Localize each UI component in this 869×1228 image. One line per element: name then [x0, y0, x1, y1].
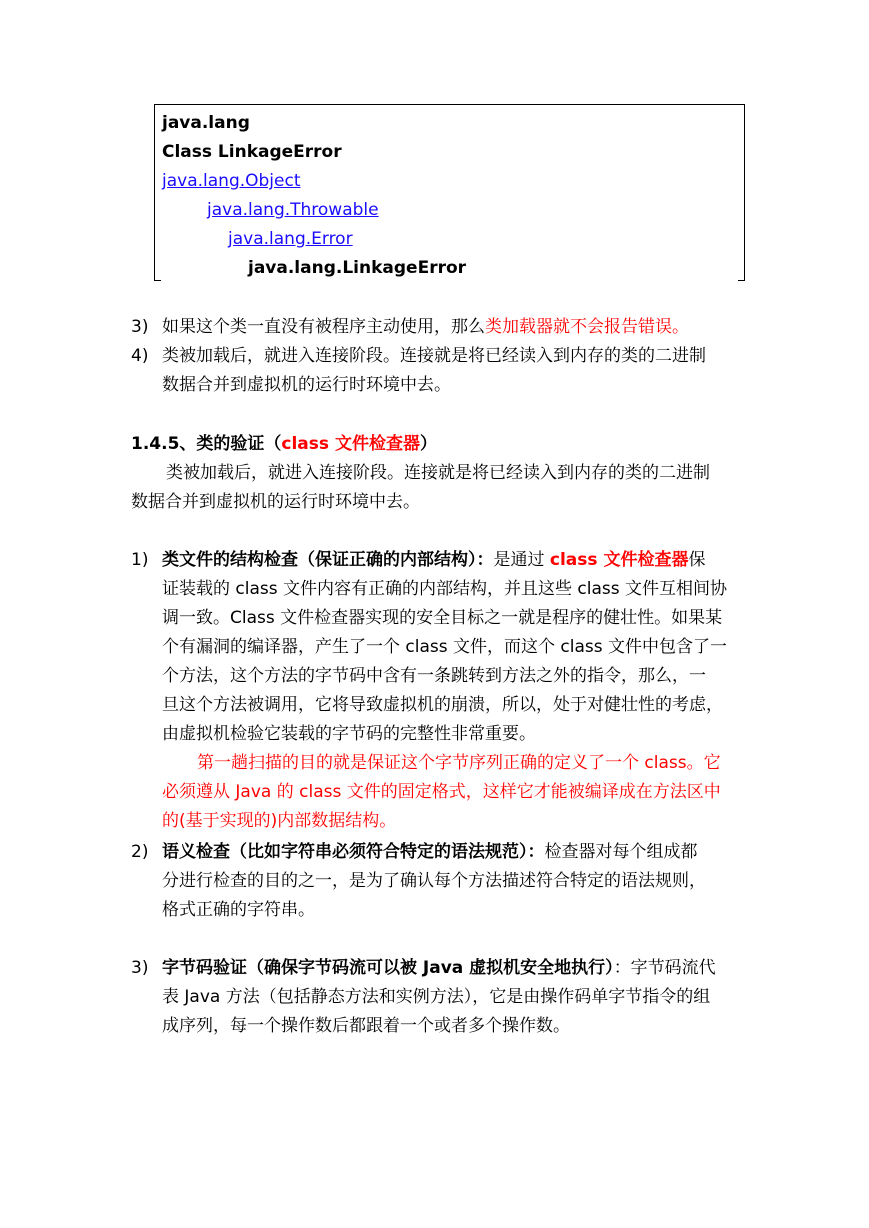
list-number: 3): [131, 958, 149, 978]
item-text: 个有漏洞的编译器，产生了一个 class 文件，而这个 class 文件中包含了一: [162, 637, 728, 657]
section-heading: 1.4.5、类的验证（class 文件检查器）: [131, 434, 437, 454]
list-item-text: 数据合并到虚拟机的运行时环境中去。: [162, 375, 451, 395]
class-hierarchy-box: [154, 104, 745, 281]
link-object[interactable]: java.lang.Object: [162, 171, 301, 191]
class-title: Class LinkageError: [162, 142, 342, 162]
item-text: 成序列，每一个操作数后都跟着一个或者多个操作数。: [162, 1016, 570, 1036]
item-text: 调一致。Class 文件检查器实现的安全目标之一就是程序的健壮性。如果某: [162, 608, 723, 628]
link-error[interactable]: java.lang.Error: [228, 229, 353, 249]
item-heading: 语义检查（比如字符串必须符合特定的语法规范）：检查器对每个组成都: [162, 842, 698, 862]
list-number: 1): [131, 550, 149, 570]
list-number: 3): [131, 317, 149, 337]
section-paragraph: 数据合并到虚拟机的运行时环境中去。: [131, 492, 420, 512]
list-item-text: 类被加载后，就进入连接阶段。连接就是将已经读入到内存的类的二进制: [162, 346, 706, 366]
current-class: java.lang.LinkageError: [248, 258, 467, 278]
item-text: 个方法，这个方法的字节码中含有一条跳转到方法之外的指令，那么，一: [162, 666, 706, 686]
item-text: 旦这个方法被调用，它将导致虚拟机的崩溃，所以，处于对健壮性的考虑，: [162, 695, 723, 715]
section-paragraph: 类被加载后，就进入连接阶段。连接就是将已经读入到内存的类的二进制: [166, 463, 710, 483]
item-red-text: 第一趟扫描的目的就是保证这个字节序列正确的定义了一个 class。它: [197, 753, 721, 773]
item-heading: 字节码验证（确保字节码流可以被 Java 虚拟机安全地执行）：字节码流代: [162, 958, 716, 978]
link-throwable[interactable]: java.lang.Throwable: [207, 200, 379, 220]
item-text: 分进行检查的目的之一，是为了确认每个方法描述符合特定的语法规则，: [162, 871, 706, 891]
list-item-text: 如果这个类一直没有被程序主动使用，那么类加载器就不会报告错误。: [162, 317, 689, 337]
item-text: 由虚拟机检验它装载的字节码的完整性非常重要。: [162, 724, 536, 744]
item-heading: 类文件的结构检查（保证正确的内部结构）：是通过 class 文件检查器保: [162, 550, 706, 570]
item-text: 格式正确的字符串。: [162, 900, 315, 920]
item-text: 证装载的 class 文件内容有正确的内部结构，并且这些 class 文件互相间协: [162, 579, 728, 599]
list-number: 2): [131, 842, 149, 862]
list-number: 4): [131, 346, 149, 366]
package-name: java.lang: [162, 113, 250, 133]
item-red-text: 必须遵从 Java 的 class 文件的固定格式，这样它才能被编译成在方法区中: [162, 782, 721, 802]
item-red-text: 的(基于实现的)内部数据结构。: [162, 811, 397, 831]
item-text: 表 Java 方法（包括静态方法和实例方法），它是由操作码单字节指令的组: [162, 987, 711, 1007]
